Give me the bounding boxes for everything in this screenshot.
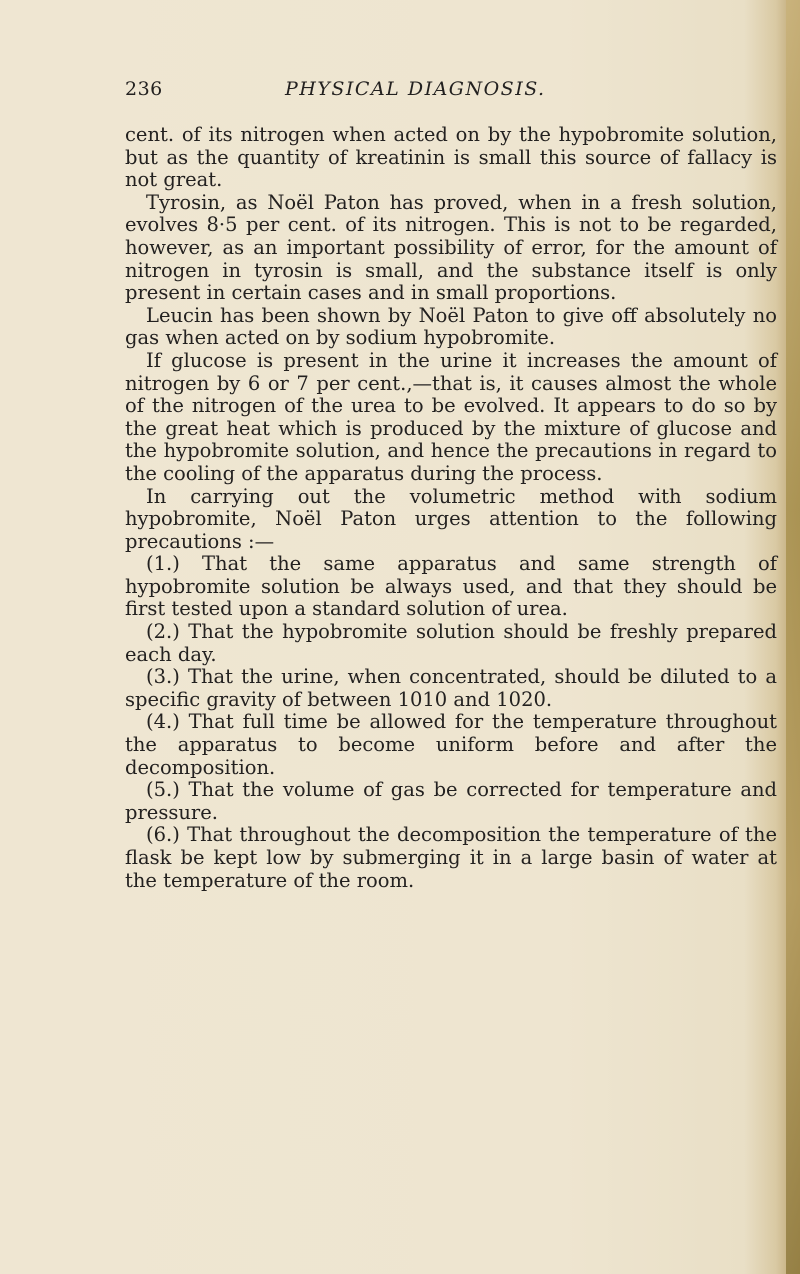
running-head: PHYSICAL DIAGNOSIS. — [285, 78, 546, 100]
paragraph-leucin: Leucin has been shown by Noël Paton to give off absolutely no gas when acted on by sodium hypobromite. — [125, 303, 777, 350]
precaution-1: (1.) That the same apparatus and same strength of hypobromite solution be always used, and that they should be first tested upon a standard solution of urea. — [125, 552, 777, 621]
page-number: 236 — [125, 78, 163, 100]
body-text — [125, 124, 777, 892]
paragraph-precautions-intro: In carrying out the volumetric method with sodium hypobromite, Noël Paton urges attention to the following precautions :— — [125, 484, 777, 553]
page-header — [125, 78, 775, 108]
precaution-2: (2.) That the hypobromite solution should be freshly prepared each day. — [125, 620, 777, 666]
precaution-3: (3.) That the urine, when concentrated, should be diluted to a specific gravity of between 1010 and 1020. — [125, 665, 777, 711]
paragraph-tyrosin: Tyrosin, as Noël Paton has proved, when in a fresh solution, evolves 8·5 per cent. of its nitrogen. This is not to be regarded, however, as an important possibility of error, for the amount of nitrogen in tyrosin is small, and the substance itself is only present in certain cases and in small proportions. — [125, 190, 777, 305]
precaution-6: (6.) That throughout the decomposition the temperature of the flask be kept low by submerging it in a large basin of water at the temperature of the room. — [125, 823, 777, 892]
paragraph-glucose: If glucose is present in the urine it increases the amount of nitrogen by 6 or 7 per cent.,—that is, it causes almost the whole of the nitrogen of the urea to be evolved. It appears to do so by the great heat which is produced by the mixture of glucose and the hypobromite solution, and hence the precautions in regard to the cooling of the apparatus during the process. — [125, 348, 777, 485]
precaution-4: (4.) That full time be allowed for the temperature throughout the apparatus to become uniform before and after the decomposition. — [125, 710, 777, 779]
paragraph-continuation: cent. of its nitrogen when acted on by the hypobromite solution, but as the quantity of kreatinin is small this source of fallacy is not great. — [125, 123, 777, 192]
page-edge — [786, 0, 800, 1274]
precaution-5: (5.) That the volume of gas be corrected for temperature and pressure. — [125, 778, 777, 824]
